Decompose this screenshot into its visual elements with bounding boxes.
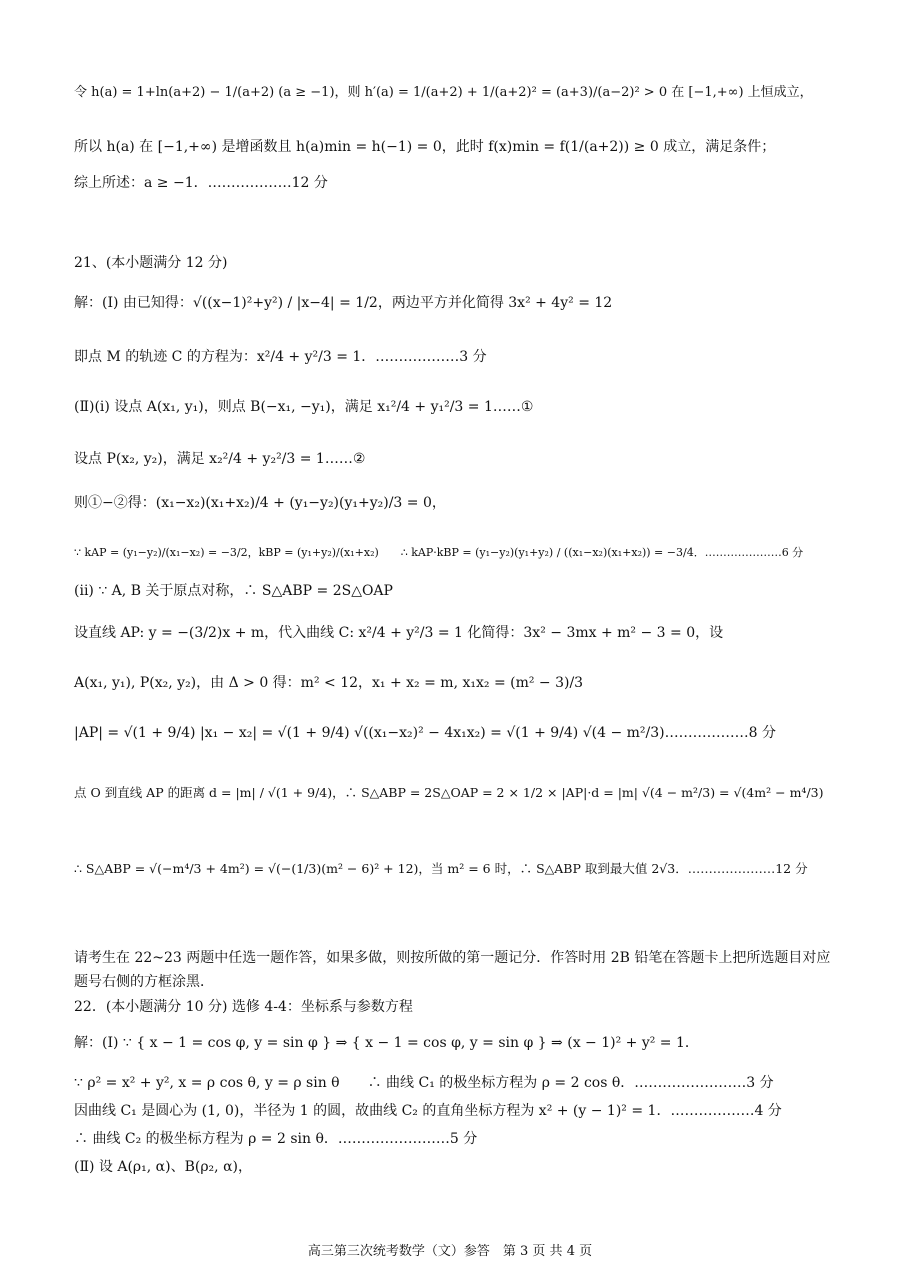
selection-notice: 请考生在 22~23 两题中任选一题作答，如果多做，则按所做的第一题记分．作答时用 2B 铅笔在答题卡上把所选题目对应题号右侧的方框涂黑．	[74, 950, 831, 990]
solution-line: 解：(Ⅰ) ∵ { x − 1 = cos φ, y = sin φ } ⇒ { x − 1 = cos φ, y = sin φ } ⇒ (x − 1)² + y² = 1．	[74, 1035, 699, 1051]
page-footer: 高三第三次统考数学（文）参答 第 3 页 共 4 页	[307, 1244, 593, 1259]
solution-line: |AP| = √(1 + 9/4) |x₁ − x₂| = √(1 + 9/4) √((x₁−x₂)² − 4x₁x₂) = √(1 + 9/4) √(4 − m²/3)………………8 分	[74, 725, 776, 741]
solution-line: 因曲线 C₁ 是圆心为 (1, 0)，半径为 1 的圆，故曲线 C₂ 的直角坐标方程为 x² + (y − 1)² = 1．………………4 分	[74, 1103, 782, 1119]
solution-line: 解：(Ⅰ) 由已知得：√((x−1)²+y²) / |x−4| = 1/2，两边平方并化简得 3x² + 4y² = 12	[74, 295, 613, 311]
solution-line: ∵ ρ² = x² + y², x = ρ cos θ, y = ρ sin θ ∴ 曲线 C₁ 的极坐标方程为 ρ = 2 cos θ．……………………3 分	[74, 1075, 774, 1091]
solution-line: 令 h(a) = 1+ln(a+2) − 1/(a+2) (a ≥ −1)，则 h′(a) = 1/(a+2) + 1/(a+2)² = (a+3)/(a−2)² > 0 在 [−1,+∞) 上恒成立，	[74, 85, 813, 100]
solution-line: (ii) ∵ A, B 关于原点对称，∴ S△ABP = 2S△OAP	[74, 583, 393, 599]
solution-line: 设点 P(x₂, y₂)，满足 x₂²/4 + y₂²/3 = 1……②	[74, 451, 366, 467]
solution-line: 设直线 AP: y = −(3/2)x + m，代入曲线 C: x²/4 + y²/3 = 1 化简得：3x² − 3mx + m² − 3 = 0，设	[74, 625, 724, 641]
solution-line: A(x₁, y₁), P(x₂, y₂)，由 Δ > 0 得：m² < 12，x₁ + x₂ = m, x₁x₂ = (m² − 3)/3	[74, 675, 584, 691]
solution-line: ∴ S△ABP = √(−m⁴/3 + 4m²) = √(−(1/3)(m² − 6)² + 12)，当 m² = 6 时，∴ S△ABP 取到最大值 2√3．…………………12 分	[74, 861, 808, 876]
question-header: 21、(本小题满分 12 分)	[74, 255, 228, 271]
solution-line: 即点 M 的轨迹 C 的方程为：x²/4 + y²/3 = 1．………………3 分	[74, 349, 487, 365]
solution-line: 点 O 到直线 AP 的距离 d = |m| / √(1 + 9/4)，∴ S△ABP = 2S△OAP = 2 × 1/2 × |AP|·d = |m| √(4 − m²/3) = √(4m² − m⁴/3)	[74, 785, 824, 800]
question-header: 22．(本小题满分 10 分) 选修 4-4：坐标系与参数方程	[74, 999, 413, 1015]
solution-line: (Ⅱ) 设 A(ρ₁, α)、B(ρ₂, α)，	[74, 1159, 252, 1175]
solution-line: 则①−②得：(x₁−x₂)(x₁+x₂)/4 + (y₁−y₂)(y₁+y₂)/3 = 0，	[74, 495, 446, 511]
solution-line: 综上所述：a ≥ −1．………………12 分	[74, 175, 328, 191]
solution-line: 所以 h(a) 在 [−1,+∞) 是增函数且 h(a)min = h(−1) = 0，此时 f(x)min = f(1/(a+2)) ≥ 0 成立，满足条件；	[74, 139, 776, 155]
solution-line: ∴ 曲线 C₂ 的极坐标方程为 ρ = 2 sin θ．……………………5 分	[74, 1131, 478, 1147]
solution-line: (Ⅱ)(i) 设点 A(x₁, y₁)，则点 B(−x₁, −y₁)，满足 x₁²/4 + y₁²/3 = 1……①	[74, 399, 534, 415]
solution-line: ∵ kAP = (y₁−y₂)/(x₁−x₂) = −3/2，kBP = (y₁+y₂)/(x₁+x₂) ∴ kAP·kBP = (y₁−y₂)(y₁+y₂) / ((x₁−x₂)(x₁+x₂)) = −3/4．…………………6 分	[74, 546, 804, 559]
